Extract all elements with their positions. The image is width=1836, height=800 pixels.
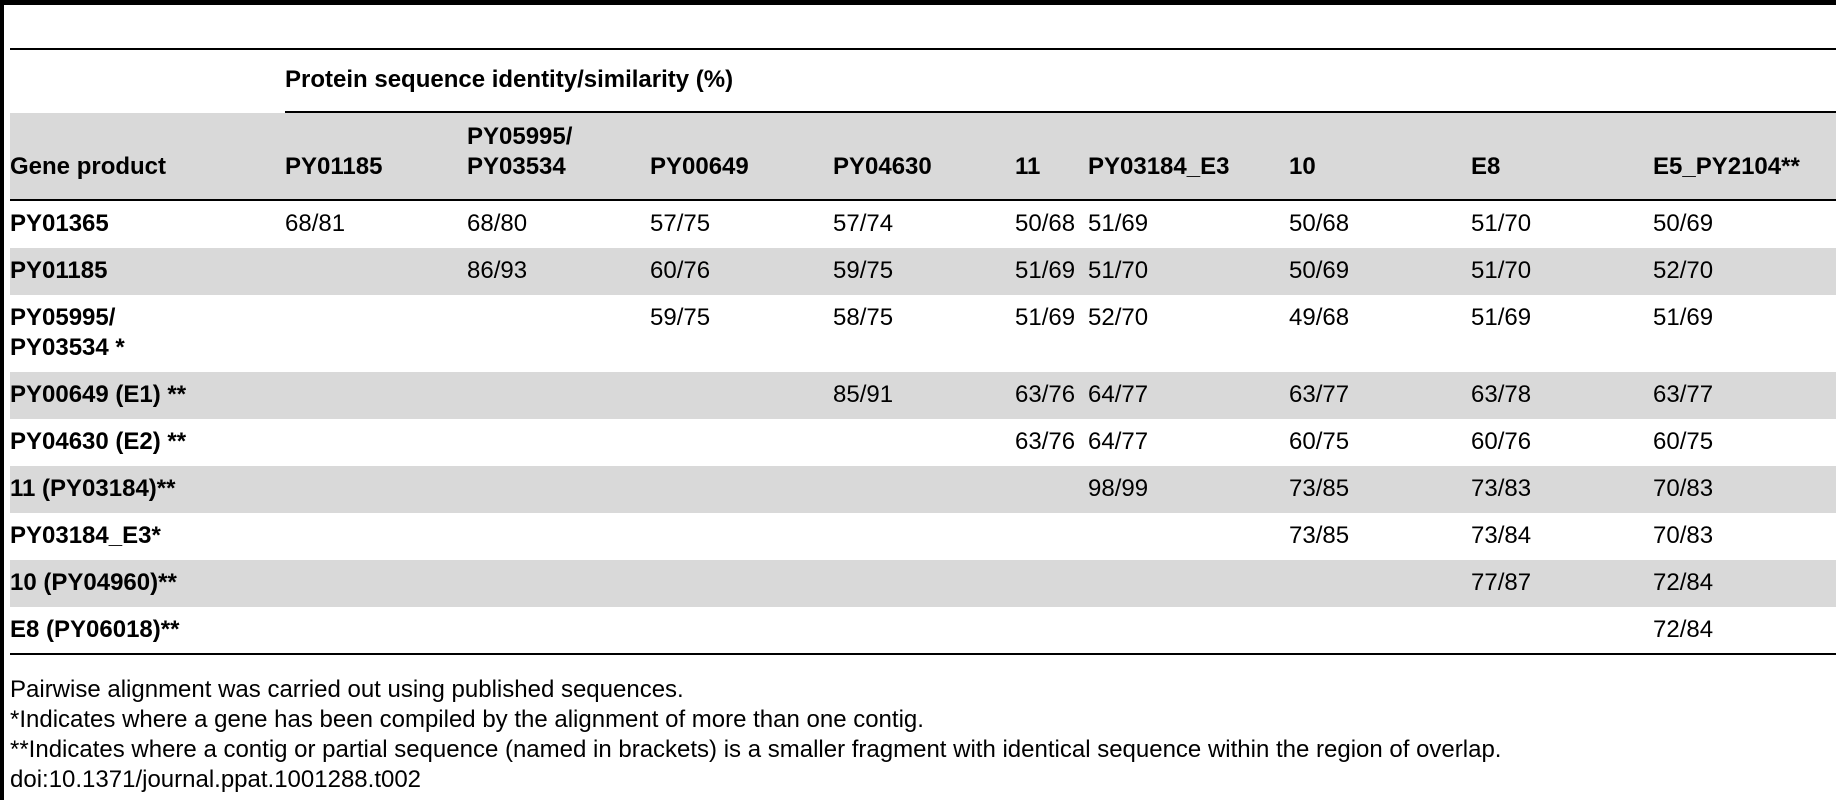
table-bottom-rule [10, 653, 1836, 655]
table-cell: 73/84 [1471, 522, 1532, 549]
table-cell: 60/75 [1653, 428, 1714, 455]
column-header: PY00649 [650, 153, 749, 180]
table-cell: 63/76 [1015, 428, 1076, 455]
table-cell: 51/69 [1471, 304, 1532, 331]
table-cell: 52/70 [1088, 304, 1149, 331]
table-row [10, 201, 1836, 248]
footnote-2: *Indicates where a gene has been compiled by the alignment of more than one contig. [10, 706, 924, 733]
table-cell: 63/77 [1653, 381, 1714, 408]
table-row [10, 295, 1836, 372]
row-label: PY00649 (E1) ** [10, 381, 187, 408]
table-cell: 85/91 [833, 381, 894, 408]
table-row [10, 372, 1836, 419]
table-cell: 60/75 [1289, 428, 1350, 455]
table-cell: 57/74 [833, 210, 894, 237]
table-row [10, 248, 1836, 295]
row-label: 11 (PY03184)** [10, 475, 176, 502]
table-cell: 51/70 [1471, 210, 1532, 237]
table-cell: 98/99 [1088, 475, 1149, 502]
table-row [10, 513, 1836, 560]
column-header: PY01185 [285, 153, 383, 180]
table-cell: 51/69 [1088, 210, 1149, 237]
table-cell: 70/83 [1653, 475, 1714, 502]
table-cell: 72/84 [1653, 569, 1714, 596]
table-cell: 51/70 [1471, 257, 1532, 284]
group-header: Protein sequence identity/similarity (%) [285, 66, 734, 93]
table-cell: 86/93 [467, 257, 528, 284]
column-header: Gene product [10, 153, 167, 180]
row-label: PY01185 [10, 257, 108, 284]
table-cell: 60/76 [1471, 428, 1532, 455]
table-cell: 52/70 [1653, 257, 1714, 284]
row-label: PY05995/ PY03534 * [10, 304, 125, 361]
table-cell: 70/83 [1653, 522, 1714, 549]
table-cell: 68/81 [285, 210, 346, 237]
table-cell: 58/75 [833, 304, 894, 331]
table-cell: 50/69 [1653, 210, 1714, 237]
table-cell: 73/85 [1289, 522, 1350, 549]
row-label: PY03184_E3* [10, 522, 161, 549]
table-cell: 73/83 [1471, 475, 1532, 502]
row-label: PY04630 (E2) ** [10, 428, 187, 455]
table-cell: 59/75 [650, 304, 711, 331]
table-top-rule [10, 48, 1836, 50]
table-row [10, 419, 1836, 466]
table-cell: 63/76 [1015, 381, 1076, 408]
top-border [0, 0, 1836, 5]
column-header: PY03184_E3 [1088, 153, 1230, 180]
table-cell: 77/87 [1471, 569, 1532, 596]
column-header: PY04630 [833, 153, 932, 180]
table-cell: 50/69 [1289, 257, 1350, 284]
table-cell: 59/75 [833, 257, 894, 284]
column-header: 10 [1289, 153, 1316, 180]
footnote-1: Pairwise alignment was carried out using published sequences. [10, 676, 684, 703]
table-cell: 51/69 [1015, 257, 1076, 284]
table-row [10, 560, 1836, 607]
row-label: E8 (PY06018)** [10, 616, 180, 643]
footnote-3: **Indicates where a contig or partial sequence (named in brackets) is a smaller fragment with identical sequence within the region of overlap. [10, 736, 1502, 763]
table-cell: 50/68 [1289, 210, 1350, 237]
table-cell: 49/68 [1289, 304, 1350, 331]
row-label: PY01365 [10, 210, 109, 237]
table-cell: 68/80 [467, 210, 528, 237]
row-label: 10 (PY04960)** [10, 569, 177, 596]
table-row [10, 466, 1836, 513]
table-cell: 51/70 [1088, 257, 1149, 284]
table-cell: 64/77 [1088, 428, 1149, 455]
table-cell: 57/75 [650, 210, 711, 237]
column-header: 11 [1015, 153, 1041, 180]
table-row [10, 607, 1836, 653]
column-header: E8 [1471, 153, 1501, 180]
table-cell: 64/77 [1088, 381, 1149, 408]
table-cell: 60/76 [650, 257, 711, 284]
table-cell: 72/84 [1653, 616, 1714, 643]
left-border [0, 0, 4, 800]
table-cell: 63/77 [1289, 381, 1350, 408]
table-cell: 51/69 [1015, 304, 1076, 331]
column-header: PY05995/ PY03534 [467, 123, 573, 180]
doi-line: doi:10.1371/journal.ppat.1001288.t002 [10, 766, 422, 793]
table-cell: 63/78 [1471, 381, 1532, 408]
table-cell: 51/69 [1653, 304, 1714, 331]
table-cell: 73/85 [1289, 475, 1350, 502]
column-header: E5_PY2104** [1653, 153, 1800, 180]
table-cell: 50/68 [1015, 210, 1076, 237]
